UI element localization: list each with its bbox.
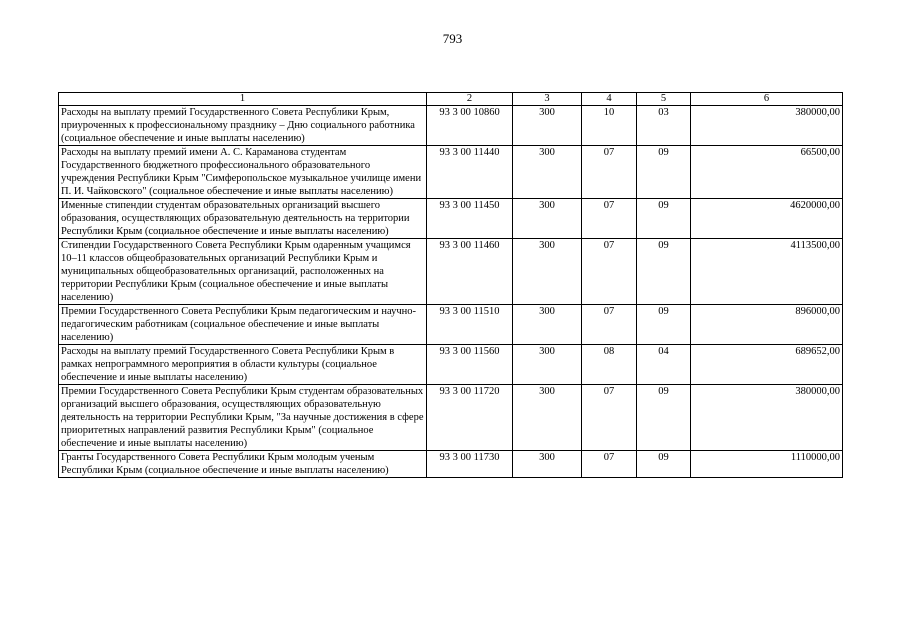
table-row xyxy=(59,385,843,451)
row-section: 07 xyxy=(582,305,637,345)
row-section: 07 xyxy=(582,385,637,451)
row-target-code: 93 3 00 11730 xyxy=(427,451,513,478)
row-target-code: 93 3 00 11560 xyxy=(427,345,513,385)
row-section: 07 xyxy=(582,239,637,305)
row-subsection: 09 xyxy=(637,451,691,478)
row-subsection: 09 xyxy=(637,199,691,239)
table-row xyxy=(59,239,843,305)
page-number: 793 xyxy=(442,31,463,46)
row-description: Премии Государственного Совета Республики Крым студентам образовательных организаций высшего образования, осуществляющих образовательную деятельность на территории Республики Крым, "За научные достижения в сфере приоритетных направлений развития Республики Крым" (социальное обеспечение и иные выплаты населению) xyxy=(59,385,427,451)
header-col-3: 3 xyxy=(513,93,582,106)
row-section: 08 xyxy=(582,345,637,385)
row-expense-type: 300 xyxy=(513,106,582,146)
row-amount: 896000,00 xyxy=(691,305,843,345)
table-row xyxy=(59,305,843,345)
row-amount: 4620000,00 xyxy=(691,199,843,239)
row-section: 10 xyxy=(582,106,637,146)
header-col-6: 6 xyxy=(691,93,843,106)
row-subsection: 09 xyxy=(637,305,691,345)
row-target-code: 93 3 00 11720 xyxy=(427,385,513,451)
budget-table xyxy=(58,92,843,478)
row-description: Премии Государственного Совета Республики Крым педагогическим и научно-педагогическим работникам (социальное обеспечение и иные выплаты населению) xyxy=(59,305,427,345)
row-description: Расходы на выплату премий Государственного Совета Республики Крым, приуроченных к профессиональному празднику – Дню социального работника (социальное обеспечение и иные выплаты населению) xyxy=(59,106,427,146)
table-row xyxy=(59,106,843,146)
row-description: Именные стипендии студентам образовательных организаций высшего образования, осуществляющих образовательную деятельность на территории Республики Крым (социальное обеспечение и иные выплаты населению) xyxy=(59,199,427,239)
row-target-code: 93 3 00 10860 xyxy=(427,106,513,146)
row-target-code: 93 3 00 11440 xyxy=(427,146,513,199)
row-section: 07 xyxy=(582,451,637,478)
row-amount: 4113500,00 xyxy=(691,239,843,305)
header-col-5: 5 xyxy=(637,93,691,106)
row-expense-type: 300 xyxy=(513,305,582,345)
row-subsection: 09 xyxy=(637,385,691,451)
row-amount: 1110000,00 xyxy=(691,451,843,478)
row-description: Расходы на выплату премий имени А. С. Караманова студентам Государственного бюджетного профессионального образовательного учреждения Республики Крым "Симферопольское музыкальное училище имени П. И. Чайковского" (социальное обеспечение и иные выплаты населению) xyxy=(59,146,427,199)
row-description: Гранты Государственного Совета Республики Крым молодым ученым Республики Крым (социальное обеспечение и иные выплаты населению) xyxy=(59,451,427,478)
row-subsection: 04 xyxy=(637,345,691,385)
row-description: Стипендии Государственного Совета Республики Крым одаренным учащимся 10–11 классов общеобразовательных организаций Республики Крым и муниципальных общеобразовательных организаций, расположенных на территории Республики Крым (социальное обеспечение и иные выплаты населению) xyxy=(59,239,427,305)
header-col-4: 4 xyxy=(582,93,637,106)
row-target-code: 93 3 00 11460 xyxy=(427,239,513,305)
row-section: 07 xyxy=(582,199,637,239)
row-target-code: 93 3 00 11450 xyxy=(427,199,513,239)
row-subsection: 03 xyxy=(637,106,691,146)
row-subsection: 09 xyxy=(637,146,691,199)
table-row xyxy=(59,345,843,385)
row-subsection: 09 xyxy=(637,239,691,305)
table-header-row xyxy=(59,93,843,106)
table-row xyxy=(59,451,843,478)
row-expense-type: 300 xyxy=(513,146,582,199)
row-amount: 380000,00 xyxy=(691,106,843,146)
row-expense-type: 300 xyxy=(513,451,582,478)
row-amount: 66500,00 xyxy=(691,146,843,199)
row-amount: 689652,00 xyxy=(691,345,843,385)
row-expense-type: 300 xyxy=(513,199,582,239)
row-description: Расходы на выплату премий Государственного Совета Республики Крым в рамках непрограммного мероприятия в области культуры (социальное обеспечение и иные выплаты населению) xyxy=(59,345,427,385)
row-expense-type: 300 xyxy=(513,239,582,305)
table-row xyxy=(59,146,843,199)
table-row xyxy=(59,199,843,239)
header-col-1: 1 xyxy=(59,93,427,106)
row-section: 07 xyxy=(582,146,637,199)
row-amount: 380000,00 xyxy=(691,385,843,451)
row-expense-type: 300 xyxy=(513,385,582,451)
header-col-2: 2 xyxy=(427,93,513,106)
row-target-code: 93 3 00 11510 xyxy=(427,305,513,345)
row-expense-type: 300 xyxy=(513,345,582,385)
